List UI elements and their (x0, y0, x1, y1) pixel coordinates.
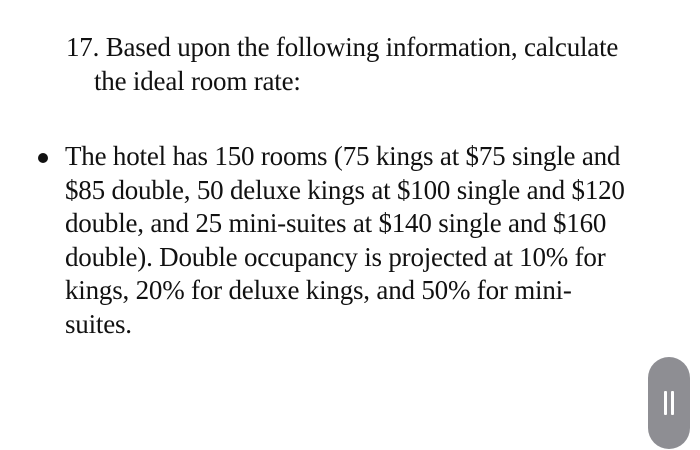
bullet-line-5: kings, 20% for deluxe kings, and 50% for mini- (65, 275, 572, 305)
bullet-line-3: double, and 25 mini-suites at $140 single and $160 (65, 208, 607, 238)
grip-lines-icon (664, 391, 667, 415)
bullet-line-6: suites. (65, 308, 132, 339)
bullet-line-1: The hotel has 150 rooms (75 kings at $75 single and (65, 141, 621, 171)
question-line-2: the ideal room rate: (94, 66, 301, 96)
question-line-1: 17. Based upon the following information, calculate (66, 32, 619, 62)
bullet-line-2: $85 double, 50 deluxe kings at $100 single and $120 (65, 174, 625, 205)
scroll-handle[interactable] (648, 357, 690, 449)
question-text (66, 30, 666, 98)
grip-lines-icon (671, 391, 674, 415)
bullet-icon (38, 153, 48, 163)
bullet-list-item (38, 140, 668, 341)
bullet-line-4: double). Double occupancy is projected at 10% for (65, 241, 606, 272)
bullet-text (65, 140, 668, 341)
